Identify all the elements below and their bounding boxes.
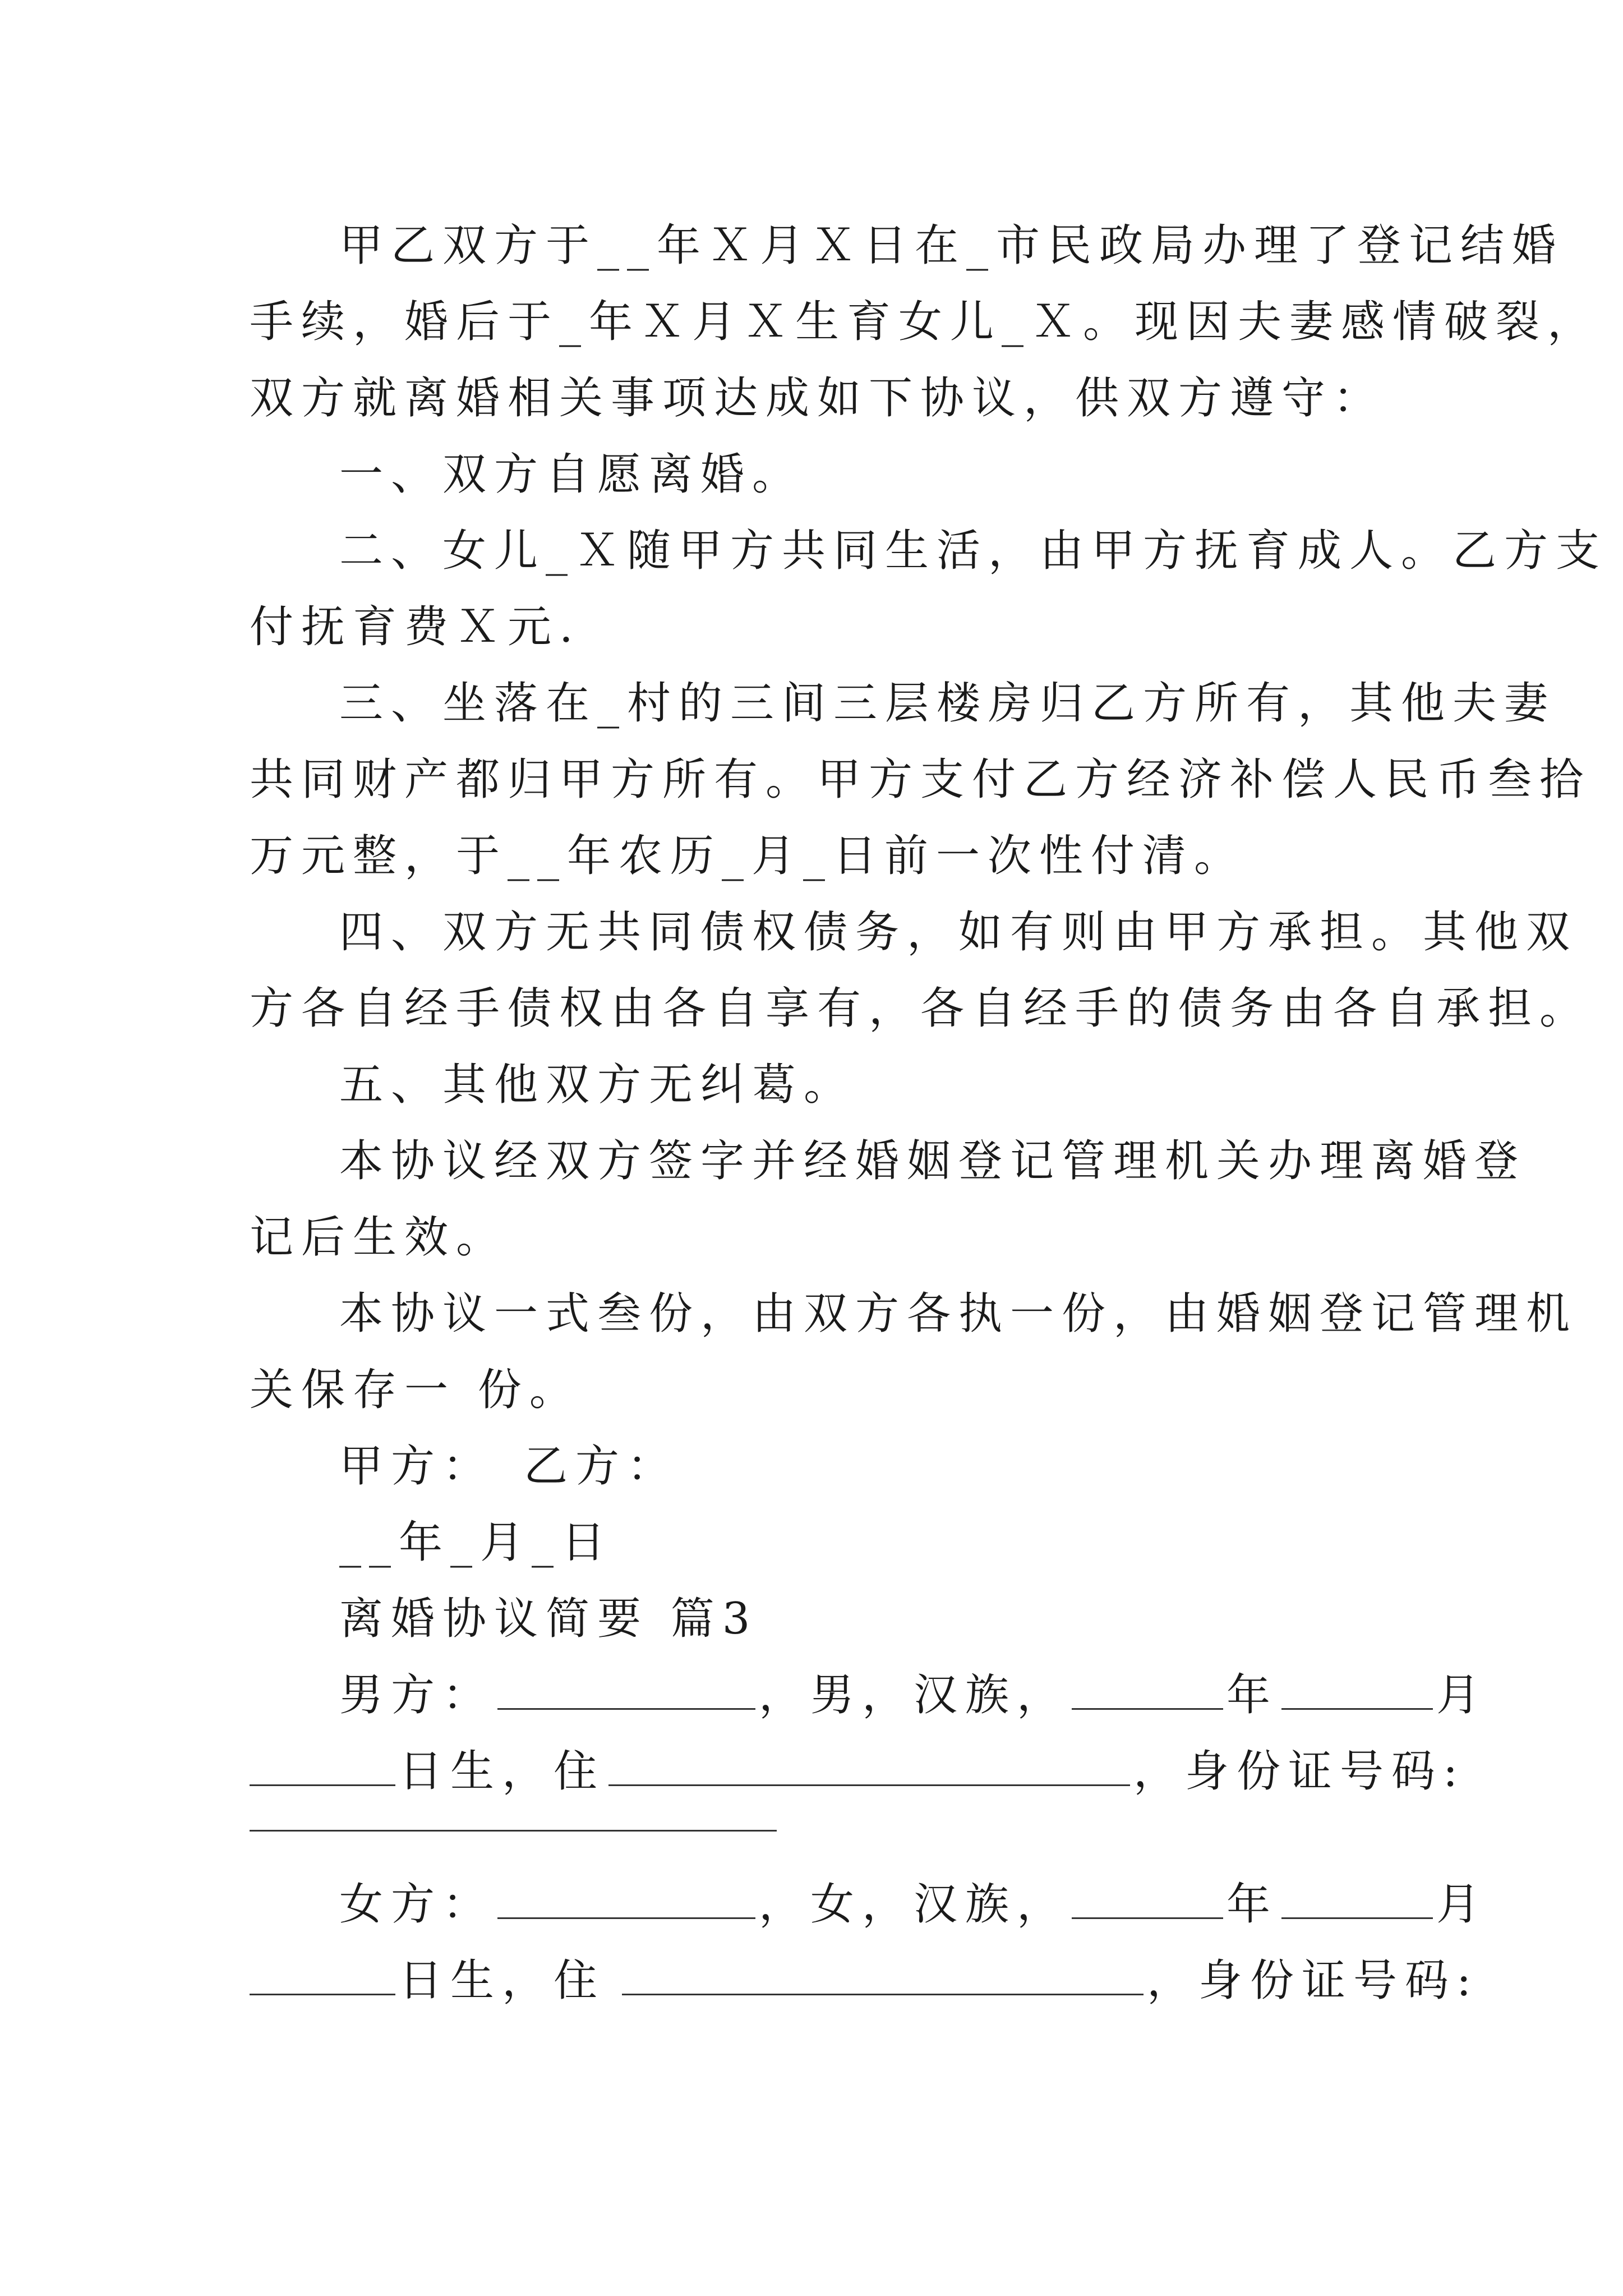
- male-id-number-blank[interactable]: [250, 1830, 777, 1832]
- signature-line: 甲方： 乙方：: [339, 1441, 679, 1492]
- clause-4-line-1: 四、双方无共同债权债务，如有则由甲方承担。其他双: [339, 907, 1578, 958]
- clause-2-line-2: 付抚育费Ｘ元.: [250, 602, 581, 652]
- male-birth-month-blank[interactable]: [1281, 1669, 1433, 1710]
- male-address-blank[interactable]: [608, 1745, 1130, 1786]
- paragraph-intro-line-1: 甲乙双方于__年Ｘ月Ｘ日在_市民政局办理了登记结婚: [339, 220, 1564, 271]
- paragraph-intro-line-3: 双方就离婚相关事项达成如下协议，供双方遵守：: [250, 373, 1385, 424]
- female-born-label: 日生，住: [399, 1955, 606, 2006]
- female-year-label: 年: [1227, 1879, 1279, 1930]
- clause-3-line-1: 三、坐落在_村的三间三层楼房归乙方所有，其他夫妻: [339, 678, 1556, 729]
- male-party-line-2: [250, 1733, 1466, 1810]
- female-id-label: ，身份证号码:: [1147, 1955, 1479, 2006]
- clause-3-line-2: 共同财产都归甲方所有。甲方支付乙方经济补偿人民币叁拾: [250, 754, 1592, 805]
- female-birth-day-blank[interactable]: [250, 1954, 395, 1995]
- clause-3-line-3: 万元整，于__年农历_月_日前一次性付清。: [250, 831, 1246, 881]
- female-party-line-2: [250, 1943, 1479, 2019]
- clause-5: 五、其他双方无纠葛。: [339, 1060, 856, 1110]
- female-month-label: 月: [1436, 1879, 1488, 1930]
- clause-4-line-2: 方各自经手债权由各自享有，各自经手的债务由各自承担。: [250, 983, 1592, 1034]
- clause-2-line-1: 二、女儿_Ｘ随甲方共同生活，由甲方抚育成人。乙方支: [339, 526, 1608, 576]
- document-body: [250, 208, 1608, 2019]
- female-label: 女方：: [339, 1879, 495, 1930]
- female-birth-month-blank[interactable]: [1281, 1878, 1433, 1919]
- male-birth-year-blank[interactable]: [1072, 1669, 1223, 1710]
- date-line: __年_月_日: [339, 1517, 614, 1568]
- male-month-label: 月: [1436, 1670, 1488, 1720]
- male-born-label: 日生，住: [399, 1746, 606, 1797]
- male-year-label: 年: [1227, 1670, 1279, 1720]
- female-gender-ethnicity: ，女，汉族，: [759, 1879, 1069, 1930]
- clause-1: 一、双方自愿离婚。: [339, 449, 804, 500]
- female-party-line-1: [250, 1866, 1488, 1943]
- copies-clause-line-1: 本协议一式叁份，由双方各执一份，由婚姻登记管理机: [339, 1289, 1578, 1339]
- male-gender-ethnicity: ，男，汉族，: [759, 1670, 1069, 1720]
- effect-clause-line-1: 本协议经双方签字并经婚姻登记管理机关办理离婚登: [339, 1136, 1527, 1186]
- effect-clause-line-2: 记后生效。: [250, 1212, 508, 1263]
- male-party-line-1: [250, 1657, 1488, 1733]
- male-id-label: ，身份证号码:: [1133, 1746, 1466, 1797]
- male-birth-day-blank[interactable]: [250, 1745, 395, 1786]
- section-heading: 离婚协议简要 篇3: [339, 1594, 758, 1644]
- male-name-blank[interactable]: [497, 1669, 755, 1710]
- female-address-blank[interactable]: [622, 1954, 1144, 1995]
- copies-clause-line-2: 关保存一 份。: [250, 1365, 581, 1415]
- paragraph-intro-line-2: 手续，婚后于_年Ｘ月Ｘ生育女儿_Ｘ。现因夫妻感情破裂，: [250, 297, 1599, 347]
- female-birth-year-blank[interactable]: [1072, 1878, 1223, 1919]
- male-label: 男方：: [339, 1670, 495, 1720]
- female-name-blank[interactable]: [497, 1878, 755, 1919]
